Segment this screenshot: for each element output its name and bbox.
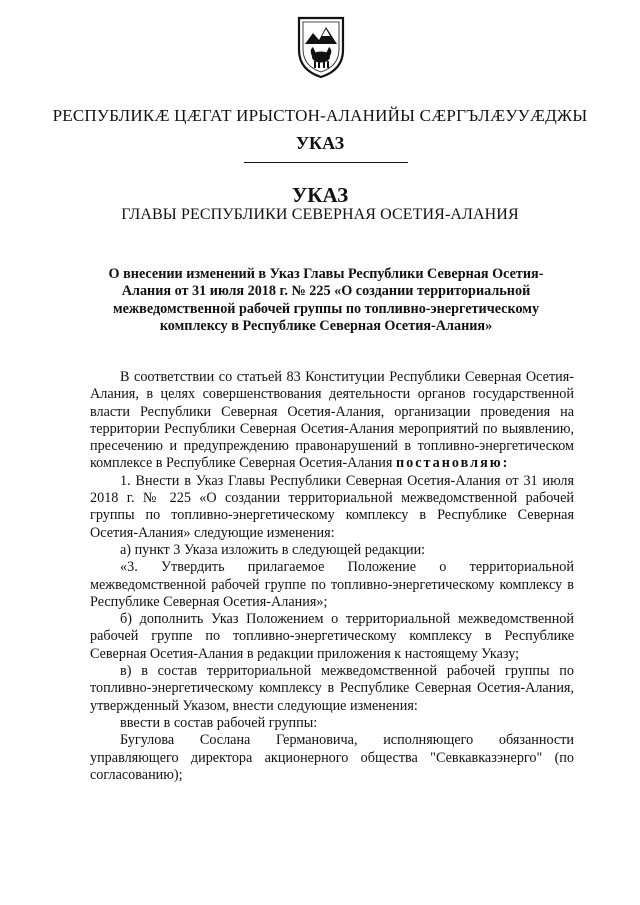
republic-title-ossetian: РЕСПУБЛИКӔ ЦӔГАТ ИРЫСТОН-АЛАНИЙЫ СӔРГЪЛӔУУӔДЖЫ xyxy=(52,106,588,125)
item-a-text: «3. Утвердить прилагаемое Положение о территориальной межведомственной рабочей группе по топливно-энергетическому комплексу в Республике Северная Осетия-Алания»; xyxy=(90,559,574,610)
decree-body xyxy=(90,369,574,784)
item-1: 1. Внести в Указ Главы Республики Северная Осетия-Алания от 31 июля 2018 г. № 225 «О создании территориальной межведомственной рабочей группы по топливно-энергетическому комплексу в Республике Северная Осетия-Алания» следующие изменения: xyxy=(90,472,574,541)
item-v-intro: ввести в состав рабочей группы: xyxy=(120,714,318,731)
item-v: в) в состав территориальной межведомственной рабочей группы по топливно-энергетическому комплексу в Республике Северная Осетия-Алания, утвержденный Указом, внести следующие изменения: xyxy=(90,663,574,714)
preamble-paragraph xyxy=(90,369,574,473)
item-a: а) пункт 3 Указа изложить в следующей редакции: xyxy=(120,541,426,558)
coat-of-arms-icon xyxy=(295,14,347,80)
item-b: б) дополнить Указ Положением о территориальной межведомственной рабочей группе по топливно-энергетическому комплексу в Республике Северная Осетия-Алания в редакции приложения к настоящему Указу; xyxy=(90,611,574,662)
item-v-person: Бугулова Сослана Германовича, исполняющего обязанности управляющего директора акционерного общества "Севкавказэнерго" (по согласованию); xyxy=(90,732,574,783)
preamble-text: В соответствии со статьей 83 Конституции Республики Северная Осетия-Алания, в целях совершенствования деятельности органов государственной власти Республики Северная Осетия-Алания, организации проведения на территории Республики Северная Осетия-Алания мероприятий по выявлению, пресечению и предупреждению правонарушений в топливно-энергетическом комплексе в Республике Северная Осетия-Алания xyxy=(90,369,574,472)
postanovlyayu-word: постановляю: xyxy=(395,455,510,472)
decree-subject: О внесении изменений в Указ Главы Республики Северная Осетия-Алания от 31 июля 2018 г. № 225 «О создании территориальной межведомственной рабочей группы по топливно-энергетическому комплексу в Республике Северная Осетия-Алания» xyxy=(108,266,544,335)
ukaz-title-ossetian: УКАЗ xyxy=(295,133,345,153)
head-of-republic-title: ГЛАВЫ РЕСПУБЛИКИ СЕВЕРНАЯ ОСЕТИЯ-АЛАНИЯ xyxy=(121,206,519,223)
ukaz-title-russian: УКАЗ xyxy=(291,183,349,207)
header-divider xyxy=(244,162,408,163)
